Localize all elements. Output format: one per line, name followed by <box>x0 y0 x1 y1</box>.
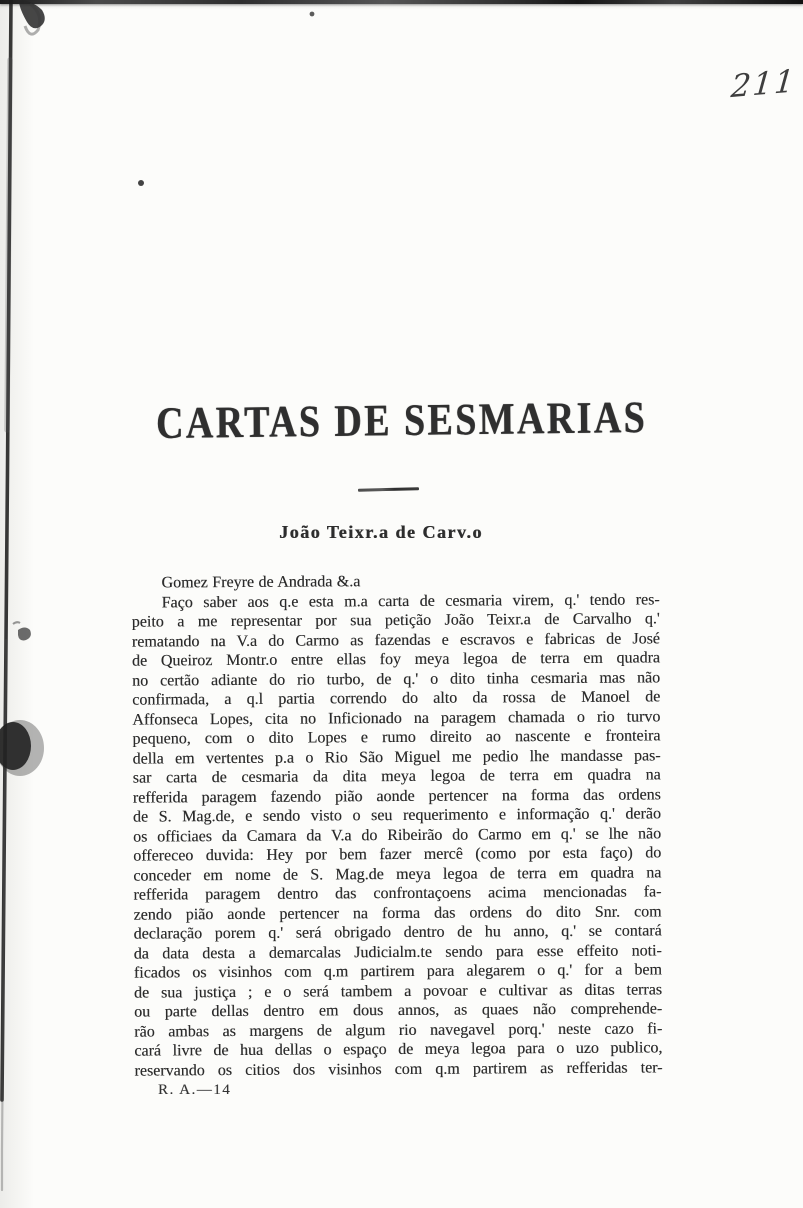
text-line: della em vertentes p.a o Rio São Miguel me pedio lhe mandasse pas- <box>132 746 661 768</box>
text-line: Faço saber aos q.e esta m.a carta de cesmaria virem, q.' tendo res- <box>161 590 660 611</box>
text-line: ou parte dellas dentro em dous annos, as quaes não comprehende- <box>134 1000 663 1021</box>
text-line: cará livre de hua dellas o espaço de meya legoa para o uzo publico, <box>134 1039 663 1060</box>
text-line: de S. Mag.de, e sendo visto o seu requerimento e informação q.' derão <box>132 805 661 826</box>
text-line: no certão adiante do rio turbo, de q.' o dito tinha cesmaria mas não <box>132 668 661 690</box>
text-line: confirmada, a q.l partia correndo do alto da rossa de Manoel de <box>132 688 661 709</box>
text-line: da data desta a demarcalas Judicialm.te sendo para esse effeito noti- <box>133 941 662 963</box>
footer-signature-mark: R. A.—14 <box>158 1082 232 1098</box>
text-line: offereceo duvida: Hey por bem fazer mercê (como por esta faço) do <box>133 844 662 865</box>
text-line: sar carta de cesmaria da dita meya legoa de terra em quadra na <box>132 766 661 787</box>
text-line: os officiaes da Camara da V.a do Ribeirão do Carmo em q.' se lhe não <box>133 824 662 846</box>
handwritten-page-number: 211 <box>729 63 798 106</box>
text-line: ficados os visinhos com q.m partirem para alegarem o q.' for a bem <box>133 961 662 982</box>
text-line: de Queiroz Montr.o entre ellas foy meya legoa de terra em quadra <box>131 649 661 670</box>
text-line: de sua justiça ; e o será tambem a povoar e cultivar as ditas terras <box>133 980 663 1002</box>
text-line: Gomez Freyre de Andrada &.a <box>161 573 361 592</box>
text-line: zendo pião aonde pertencer na forma das ordens do dito Snr. com <box>133 902 662 924</box>
text-line: conceder em nome de S. Mag.de meya legoa de terra em quadra na <box>133 863 662 885</box>
section-heading: João Teixr.a de Carv.o <box>279 522 483 542</box>
text-line: reservando os citios dos visinhos com q.m partirem as refferidas ter- <box>134 1058 663 1080</box>
text-line: rematando na V.a do Carmo as fazendas e escravos e fabricas de José <box>131 629 660 651</box>
text-line: refferida paragem dentro das confrontaçoens acima mencionadas fa- <box>133 883 662 904</box>
page-title: CARTAS DE SESMARIAS <box>155 391 648 449</box>
text-line: pequeno, com o dito Lopes e rumo direito ao nascente e fronteira <box>132 727 661 748</box>
text-line: refferida paragem fazendo pião aonde pertencer na forma das ordens <box>132 785 661 807</box>
text-line: peito a me representar por sua petição João Teixr.a de Carvalho q.' <box>131 610 660 631</box>
document-body <box>131 570 662 1080</box>
text-line: Affonseca Lopes, cita no Inficionado na paragem chamada o rio turvo <box>132 707 661 729</box>
text-line: rão ambas as margens de algum rio navegavel porq.' neste cazo fi- <box>134 1019 663 1041</box>
text-line: declaração porem q.' será obrigado dentro de hu anno, q.' se contará <box>133 922 662 943</box>
